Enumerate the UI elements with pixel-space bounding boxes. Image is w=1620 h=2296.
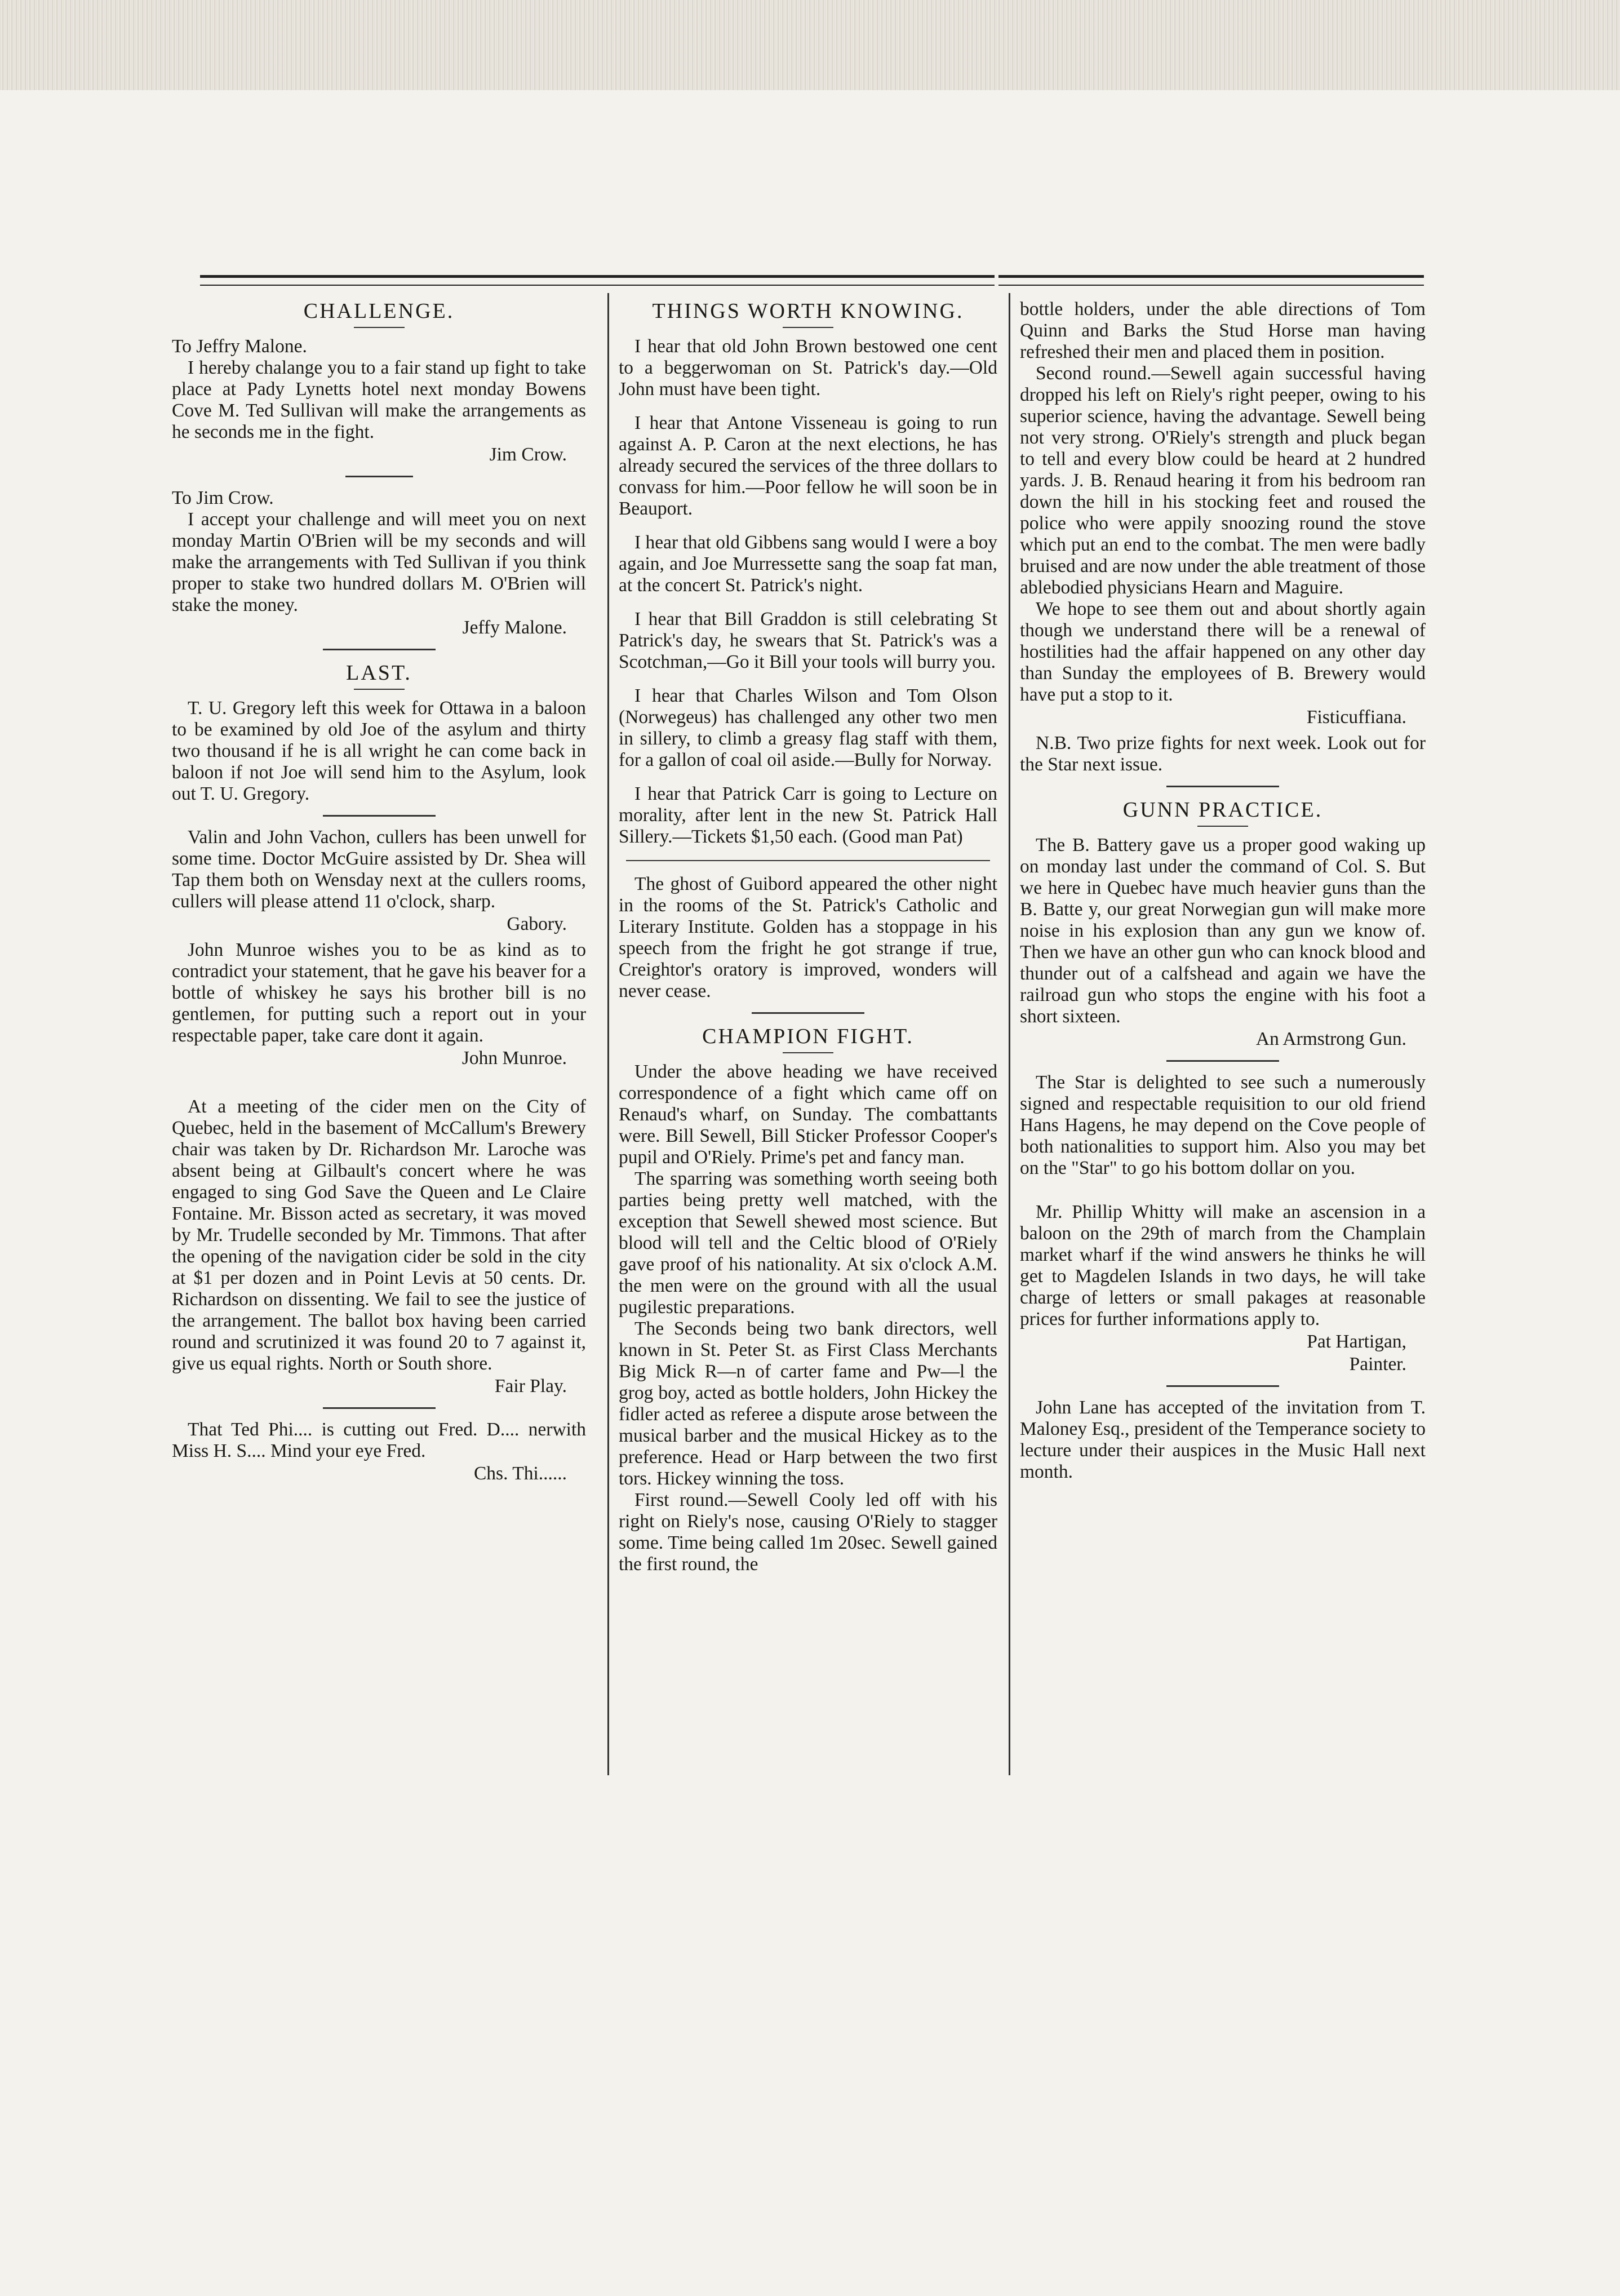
cider-body: At a meeting of the cider men on the City of Quebec, held in the basement of McCallum's Brewery chair was taken by Dr. Richardson Mr. Laroche was absent being at Gilbault's concert where he was engaged to sing God Save the Queen and Le Claire Fontaine. Mr. Bisson acted as secretary, it was moved by Mr. Trudelle seconded by Mr. Timmons. That after the opening of the navigation cider be sold in the city at $1 per dozen and in Point Levis at 50 cents. Dr. Richardson on dissenting. We fail to see the justice of the arrangement. The ballot box having been carried round and scrutinized it was found 20 to 7 against it, give us equal rights. North or South shore. <box>172 1096 586 1374</box>
column-1 <box>172 299 586 1489</box>
star-article <box>1020 1072 1426 1179</box>
gunn-body: The B. Battery gave us a proper good waking up on monday last under the command of Col. S. But we here in Quebec have much heavier guns than the B. Batte y, our great Norwegian gun will make more noise in his explosion than any gun we know of. Then we have an other gun who can knock blood and thunder out of a calfshead and again we have the railroad gun who stops the engine with his foot a short sixteen. <box>1020 835 1426 1027</box>
spacer <box>619 400 997 413</box>
cullers-article <box>172 827 586 935</box>
reply-signature: Jeffy Malone. <box>462 617 567 638</box>
divider <box>1166 1060 1279 1062</box>
gunn-signature: An Armstrong Gun. <box>1255 1029 1406 1049</box>
column-2 <box>596 299 997 1575</box>
reply-to: To Jim Crow. <box>172 487 274 508</box>
challenge-signature: Jim Crow. <box>489 444 567 465</box>
divider <box>626 860 989 861</box>
things-p2: I hear that Antone Visseneau is going to run against A. P. Caron at the next elections, he has already secured the services of the three dollars to convass for him.—Poor fellow he will soon be in Beauport. <box>619 413 997 519</box>
fight-headline: CHAMPION FIGHT. <box>702 1025 914 1048</box>
fight-p3: The Seconds being two bank directors, well known in St. Peter St. as First Class Merchants Big Mick R—n of carter fame and Pw—l the grog boy, acted as bottle holders, John Hickey the fidler acted as referee a dispute arose between the musical barber and the musical Hickey as to the preference. Head or Harp between the two first tors. Hickey winning the toss. <box>619 1318 997 1489</box>
things-p4: I hear that Bill Graddon is still celebrating St Patrick's day, he swears that St. Patrick's was a Scotchman,—Go it Bill your tools will burry you. <box>619 609 997 672</box>
spacer <box>619 596 997 609</box>
spacer <box>619 771 997 783</box>
lane-body: John Lane has accepted of the invitation from T. Maloney Esq., president of the Temperance society to lecture under their auspices in the Music Hall next month. <box>1020 1397 1426 1482</box>
fight-nb: N.B. Two prize fights for next week. Look out for the Star next issue. <box>1020 733 1426 775</box>
headline-dash <box>1197 826 1248 827</box>
fight-cont-p3: We hope to see them out and about shortly again though we understand there will be a renewal of hostilities had the affair happened on any other day than Sunday the employees of B. Brewery would have put a stop to it. <box>1020 599 1426 705</box>
cullers-signature: Gabory. <box>507 914 567 934</box>
fight-continued <box>1020 299 1426 775</box>
whitty-body: Mr. Phillip Whitty will make an ascension in a baloon on the 29th of march from the Champlain market wharf if the wind answers he thinks he will get to Magdelen Islands in two days, he will take charge of letters or small pakages at reasonable prices for further informations apply to. <box>1020 1202 1426 1329</box>
ted-signature: Chs. Thi...... <box>473 1463 567 1484</box>
things-p1: I hear that old John Brown bestowed one cent to a beggerwoman on St. Patrick's day.—Old John must have been tight. <box>619 336 997 400</box>
challenge-body: I hereby chalange you to a fair stand up fight to take place at Pady Lynetts hotel next monday Bowens Cove M. Ted Sullivan will make the arrangements as he seconds me in the fight. <box>172 357 586 442</box>
munroe-signature: John Munroe. <box>461 1048 567 1069</box>
fight-p2: The sparring was something worth seeing both parties being pretty well matched, with the exception that Sewell shewed most science. But blood will tell and the Celtic blood of O'Riely gave proof of his nationality. At six o'clock A.M. the men were on the ground with all the usual pugilestic preparations. <box>619 1168 997 1318</box>
top-rule-right <box>998 275 1424 286</box>
things-article <box>619 299 997 848</box>
cider-article <box>172 1096 586 1397</box>
spacer <box>1020 1179 1426 1202</box>
reply-body: I accept your challenge and will meet you on next monday Martin O'Brien will be my seconds and will make the arrangements with Ted Sullivan if you think proper to stake two hundred dollars M. O'Brien will stake the money. <box>172 509 586 615</box>
things-p3: I hear that old Gibbens sang would I were a boy again, and Joe Murressette sang the soap fat man, at the concert St. Patrick's night. <box>619 532 997 596</box>
fight-p4: First round.—Sewell Cooly led off with his right on Riely's nose, causing O'Riely to stagger some. Time being called 1m 20sec. Sewell gained the first round, the <box>619 1490 997 1575</box>
fight-signature: Fisticuffiana. <box>1306 707 1406 728</box>
divider <box>323 649 436 650</box>
column-3 <box>1020 299 1426 1483</box>
divider <box>323 1407 436 1409</box>
headline-dash <box>354 327 405 328</box>
divider <box>323 815 436 817</box>
things-headline: THINGS WORTH KNOWING. <box>652 299 964 323</box>
whitty-signature: Pat Hartigan, <box>1307 1331 1406 1352</box>
challenge-to: To Jeffry Malone. <box>172 336 307 357</box>
last-headline: LAST. <box>346 661 412 685</box>
whitty-article <box>1020 1202 1426 1375</box>
spacer <box>619 673 997 685</box>
lane-article <box>1020 1397 1426 1483</box>
ghost-body: The ghost of Guibord appeared the other night in the rooms of the St. Patrick's Catholic and Literary Institute. Golden has a stoppage in his speech from the fright he got strange if true, Creightor's oratory is improved, wonders will never cease. <box>619 874 997 1001</box>
column-separator-2 <box>1009 293 1010 1775</box>
last-article <box>172 661 586 805</box>
cullers-body: Valin and John Vachon, cullers has been unwell for some time. Doctor McGuire assisted by Dr. Shea will Tap them both on Wensday next at the cullers rooms, cullers will please attend 11 o'clock, sharp. <box>172 827 586 912</box>
fight-cont-p2: Second round.—Sewell again successful having dropped his left on Riely's right peeper, owing to his superior science, having the advantage. Sewell being not very strong. O'Riely's strength and pluck began to tell and every blow could be heard at 2 hundred yards. J. B. Renaud hearing it from his bedroom ran down the hill in his stocking feet and roused the police who were appily snoozing round the stove which put an end to the combat. The men were badly bruised and are now under the able treatment of those ablebodied physicians Hearn and Maguire. <box>1020 363 1426 598</box>
champion-fight-article <box>619 1024 997 1575</box>
challenge-article <box>172 299 586 466</box>
last-body: T. U. Gregory left this week for Ottawa in a baloon to be examined by old Joe of the asylum and thirty two thousand if he is all wright he can come back in baloon if not Joe will send him to the Asylum, look out T. U. Gregory. <box>172 698 586 804</box>
things-p6: I hear that Patrick Carr is going to Lecture on morality, after lent in the new St. Patrick Hall Sillery.—Tickets $1,50 each. (Good man Pat) <box>619 783 997 847</box>
challenge-headline: CHALLENGE. <box>303 299 455 323</box>
spacer <box>619 520 997 532</box>
ghost-article <box>619 874 997 1002</box>
fight-p1: Under the above heading we have received correspondence of a fight which came off on Renaud's wharf, on Sunday. The combattants were. Bill Sewell, Bill Sticker Professor Cooper's pupil and O'Riely. Prime's pet and fancy man. <box>619 1061 997 1168</box>
ted-body: That Ted Phi.... is cutting out Fred. D.... nerwith Miss H. S.... Mind your eye Fred. <box>172 1419 586 1461</box>
divider <box>345 476 413 477</box>
gunn-article <box>1020 797 1426 1050</box>
headline-dash <box>783 327 833 328</box>
top-rule-left <box>200 275 995 286</box>
cider-signature: Fair Play. <box>494 1376 567 1397</box>
headline-dash <box>783 1052 833 1053</box>
page-edge-texture <box>0 0 1620 90</box>
fight-cont-p1: bottle holders, under the able directions of Tom Quinn and Barks the Stud Horse man having refreshed their men and placed them in position. <box>1020 299 1426 362</box>
gunn-headline: GUNN PRACTICE. <box>1122 798 1323 822</box>
things-p5: I hear that Charles Wilson and Tom Olson (Norwegeus) has challenged any other two men in sillery, to climb a greasy flag staff with them, for a gallon of coal oil aside.—Bully for Norway. <box>619 685 997 770</box>
spacer <box>172 1074 586 1096</box>
headline-dash <box>354 689 405 690</box>
munroe-body: John Munroe wishes you to be as kind as to contradict your statement, that he gave his beaver for a bottle of whiskey he says his brother bill is no gentlemen, for putting such a report out in your respectable paper, take care dont it again. <box>172 939 586 1046</box>
divider <box>752 1012 864 1014</box>
divider <box>1166 1385 1279 1387</box>
divider <box>1166 786 1279 787</box>
reply-article <box>172 487 586 639</box>
star-body: The Star is delighted to see such a numerously signed and respectable requisition to our old friend Hans Hagens, he may depend on the Cove people of both nationalities to support him. Also you may bet on the "Star" to go his bottom dollar on you. <box>1020 1072 1426 1178</box>
munroe-article <box>172 939 586 1069</box>
whitty-signature-title: Painter. <box>1349 1354 1406 1375</box>
ted-article <box>172 1419 586 1484</box>
